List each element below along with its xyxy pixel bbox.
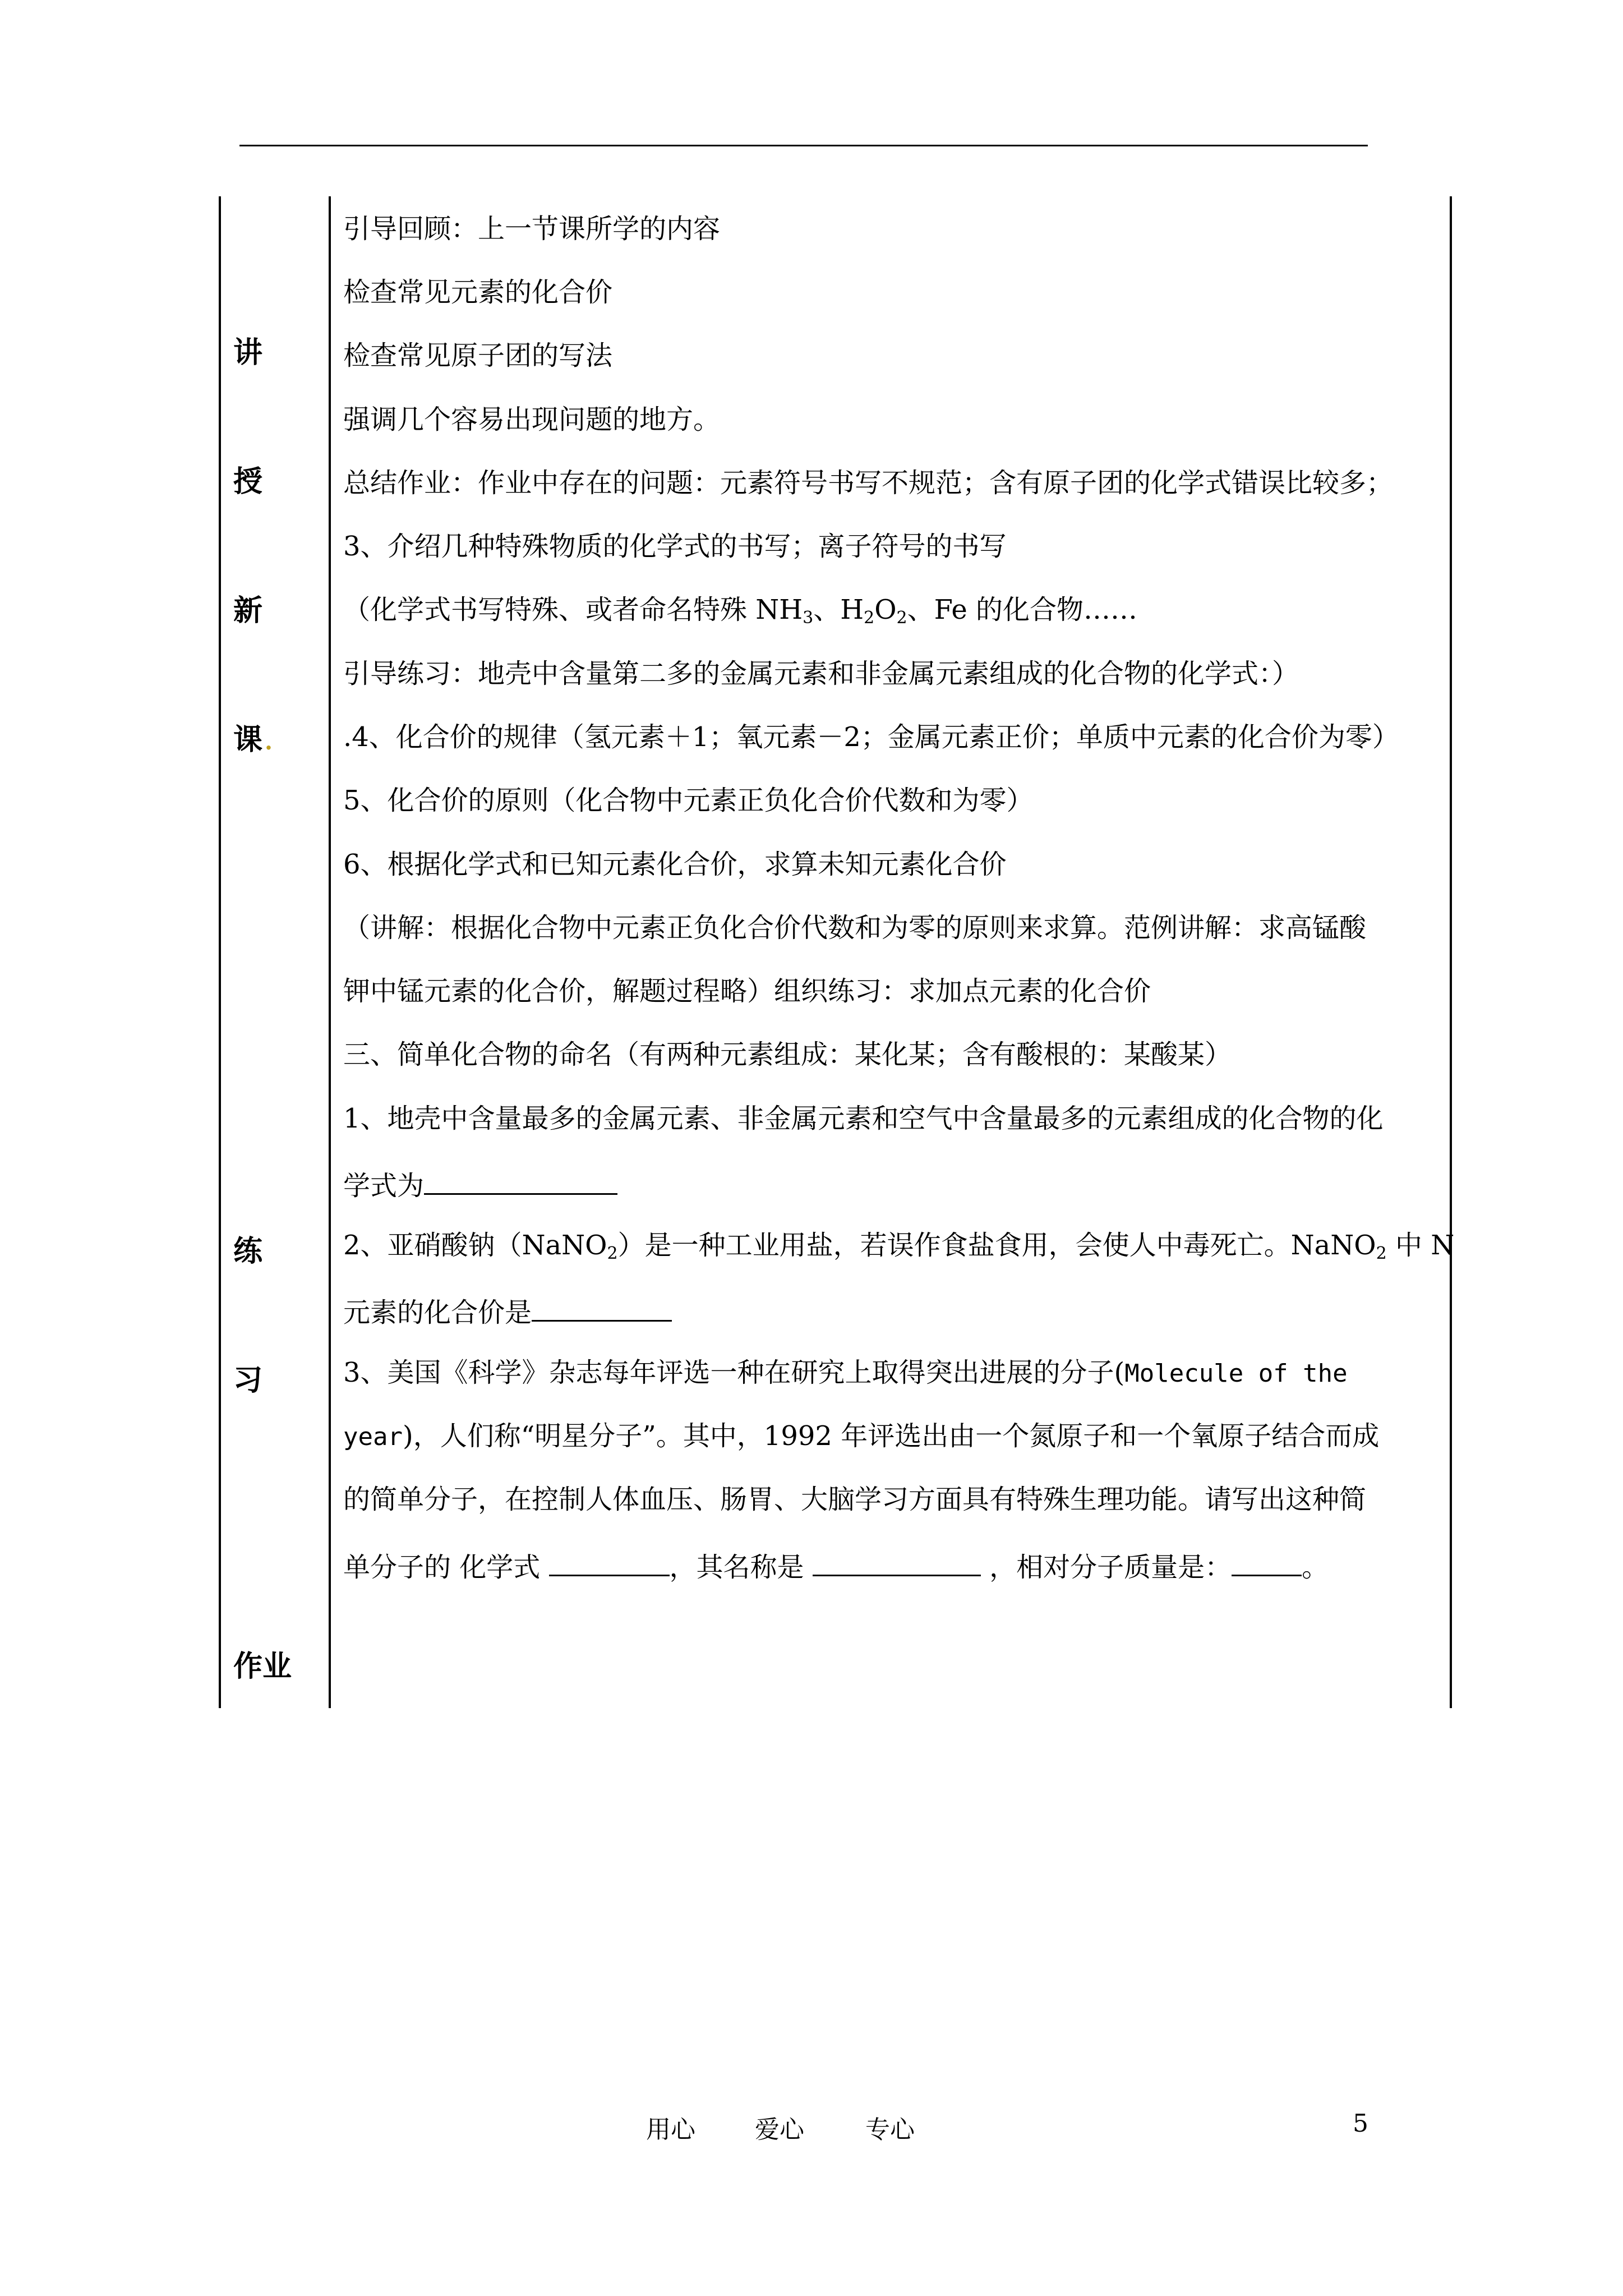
line-emphasize: 强调几个容易出现问题的地方。	[343, 404, 721, 435]
line-guided-practice: 引导练习：地壳中含量第二多的金属元素和非金属元素组成的化合物的化学式：）	[343, 658, 1299, 689]
label-lian: 练	[233, 1234, 263, 1268]
label-ke: 课 .	[233, 723, 273, 757]
answer-blank-formula[interactable]	[549, 1550, 670, 1576]
label-shou: 授	[233, 464, 263, 499]
table-border-middle	[329, 196, 331, 1708]
footer-motto-1: 用心	[646, 2115, 695, 2144]
label-jiang: 讲	[233, 335, 263, 370]
line-q3-2: year)，人们称“明星分子”。其中，1992 年评选出由一个氮原子和一个氧原子结合而成	[343, 1420, 1380, 1452]
line-check-radicals: 检查常见原子团的写法	[343, 340, 613, 371]
table-border-right	[1450, 196, 1452, 1708]
line-explanation-1: （讲解：根据化合物中元素正负化合价代数和为零的原则来求算。范例讲解：求高锰酸	[343, 912, 1367, 944]
answer-blank-2[interactable]	[532, 1295, 672, 1322]
answer-blank-1[interactable]	[424, 1168, 617, 1195]
line-special-examples: （化学式书写特殊、或者命名特殊 $NH_3$、$H_2O_2$、Fe 的化合物……	[343, 594, 1137, 628]
line-check-valence: 检查常见元素的化合价	[343, 277, 613, 308]
line-compute-valence: 6、根据化学式和已知元素化合价，求算未知元素化合价	[343, 849, 1007, 880]
line-valence-principle: 5、化合价的原则（化合物中元素正负化合价代数和为零）	[343, 785, 1034, 816]
label-xi: 习	[233, 1363, 263, 1397]
page-number: 5	[1353, 2109, 1368, 2138]
answer-blank-mass[interactable]	[1232, 1550, 1302, 1576]
line-q3-1: 3、美国《科学》杂志每年评选一种在研究上取得突出进展的分子(Molecule of the	[343, 1357, 1348, 1388]
label-xin: 新	[233, 593, 263, 628]
line-naming: 三、简单化合物的命名（有两种元素组成：某化某；含有酸根的：某酸某）	[343, 1039, 1232, 1070]
line-explanation-2: 钾中锰元素的化合价，解题过程略）组织练习：求加点元素的化合价	[343, 976, 1151, 1007]
line-q2-answer: 元素的化合价是	[343, 1295, 672, 1326]
line-q3-3: 的简单分子，在控制人体血压、肠胃、大脑学习方面具有特殊生理功能。请写出这种简	[343, 1484, 1367, 1515]
line-q3-4: 单分子的 化学式 ，其名称是 ，相对分子质量是： 。	[343, 1550, 1329, 1581]
line-q1-answer: 学式为	[343, 1168, 617, 1199]
line-q1: 1、地壳中含量最多的金属元素、非金属元素和空气中含量最多的元素组成的化合物的化	[343, 1103, 1384, 1134]
line-homework-summary: 总结作业：作业中存在的问题：元素符号书写不规范；含有原子团的化学式错误比较多；	[343, 467, 1394, 499]
line-special-formulas: 3、介绍几种特殊物质的化学式的书写；离子符号的书写	[343, 531, 1007, 562]
header-rule	[239, 145, 1368, 146]
line-q2: 2、亚硝酸钠（NaNO$_2$）是一种工业用盐，若误作食盐食用，会使人中毒死亡。NaNO$_2$ 中 N	[343, 1230, 1455, 1263]
line-review: 引导回顾：上一节课所学的内容	[343, 213, 721, 245]
table-border-left	[219, 196, 221, 1708]
footer-motto-3: 专心	[865, 2115, 915, 2144]
footer-motto-2: 爱心	[755, 2115, 804, 2144]
answer-blank-name[interactable]	[813, 1550, 981, 1576]
line-valence-rules: .4、化合价的规律（氢元素＋1；氧元素－2；金属元素正价；单质中元素的化合价为零）	[343, 721, 1399, 753]
label-zuoye: 作业	[233, 1649, 292, 1683]
